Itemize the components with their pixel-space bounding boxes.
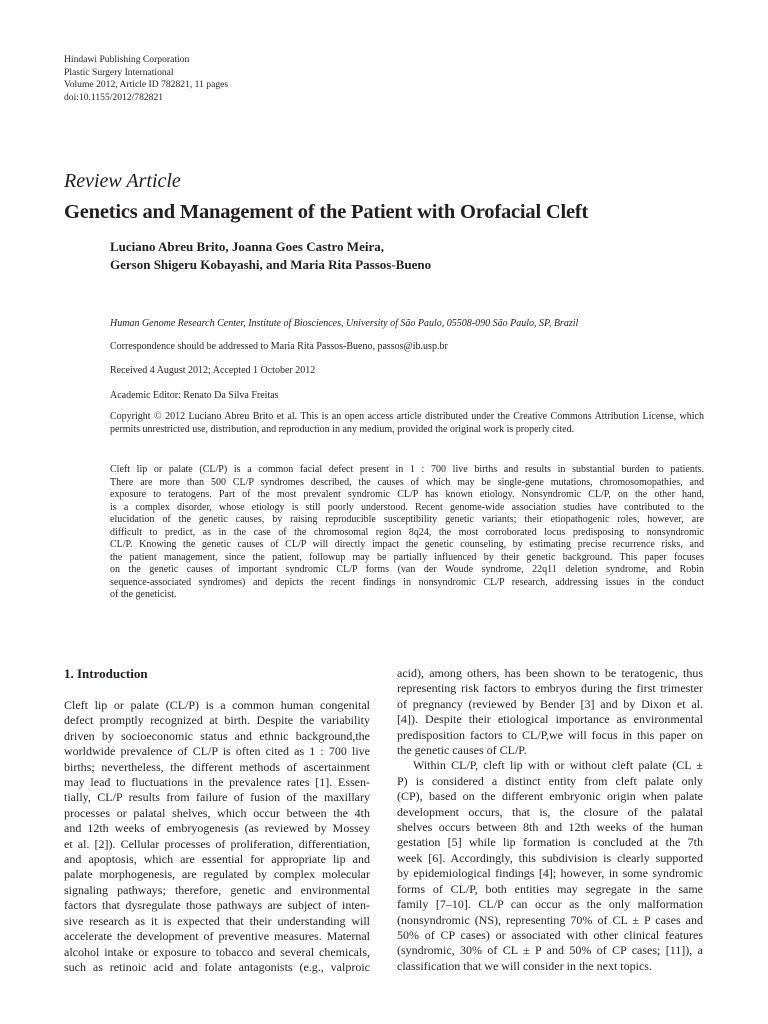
body-line: alcohol intake or exposure to tobacco and several chemicals, <box>64 944 370 959</box>
copyright-notice: Copyright © 2012 Luciano Abreu Brito et al. This is an open access article distributed under the Creative Commons Attribution License, which permits unrestricted use, distribution, and reproduction in any medium, provided the original work is properly cited. <box>110 411 704 435</box>
body-line: of pregnancy (reviewed by Bender [3] and by Dixon et al. <box>397 696 703 711</box>
body-line: and 12th weeks of embryogenesis (as reviewed by Mossey <box>64 821 370 836</box>
publication-header <box>64 54 228 104</box>
body-line: family [7–10]. CL/P can occur as the only malformation <box>397 897 703 912</box>
abstract-line: exposure to teratogens. Part of the most prevalent syndromic CL/P has known etiology. Nonsyndromic CL/P, on the other hand, <box>110 489 704 500</box>
body-line: shelves occurs between 8th and 12th weeks of the human <box>397 820 703 835</box>
body-line: representing risk factors to embryos during the first trimester <box>397 681 703 696</box>
body-line: Cleft lip or palate (CL/P) is a common human congenital <box>64 698 370 712</box>
body-line: sive research as it is expected that their understanding will <box>64 913 370 928</box>
body-line: the genetic causes of CL/P. <box>397 743 527 758</box>
body-line: such as retinoic acid and folate antagonists (e.g., valproic <box>64 959 370 974</box>
journal-name: Plastic Surgery International <box>64 66 174 78</box>
body-line: driven by socioeconomic status and ethnic background,the <box>64 728 370 743</box>
body-line: (syndromic, 30% of CL ± P and 50% of CP cases; [11]), a <box>397 943 703 958</box>
abstract-line: Cleft lip or palate (CL/P) is a common facial defect present in 1 : 700 live births and results in substantial burden to patients. <box>110 464 704 475</box>
body-line: [4]). Despite their etiological importance as environmental <box>397 712 703 727</box>
body-line: P) is considered a distinct entity from cleft palate only <box>397 773 703 788</box>
volume-info: Volume 2012, Article ID 782821, 11 pages <box>64 79 229 91</box>
body-line: factors that dysregulate those pathways are subject of inten- <box>64 898 370 913</box>
abstract-line: elucidation of the genetic causes, by raising reproducible susceptibility genetic variants; their etiopathogenic roles, however, are <box>110 514 704 525</box>
body-line: tially, CL/P results from failure of fusion of the maxillary <box>64 790 370 805</box>
body-line: (nonsyndromic (NS), representing 70% of CL ± P cases and <box>397 912 703 927</box>
affiliation: Human Genome Research Center, Institute of Biosciences, University of São Paulo, 05508-090 São Paulo, SP, Brazil <box>110 318 579 329</box>
article-title: Genetics and Management of the Patient with Orofacial Cleft <box>64 201 589 223</box>
body-line: may lead to fluctuations in the prevalence rates [1]. Essen- <box>64 775 370 790</box>
doi: doi:10.1155/2012/782821 <box>64 91 164 103</box>
abstract-line: on the genetic causes of important syndromic CL/P forms (van der Woude syndrome, 22q11 deletion syndrome, and Robin <box>110 564 704 575</box>
academic-editor: Academic Editor: Renato Da Silva Freitas <box>110 390 279 401</box>
body-line: signaling pathways; therefore, genetic and environmental <box>64 882 370 897</box>
body-line: worldwide prevalence of CL/P is often cited as 1 : 700 live <box>64 744 370 759</box>
abstract-line: of the geneticist. <box>110 589 177 600</box>
body-line: accelerate the development of preventive measures. Maternal <box>64 929 370 944</box>
body-line: by epidemiological findings [4]; however, in some syndromic <box>397 866 703 881</box>
body-line: births; nevertheless, the different methods of ascertainment <box>64 759 370 774</box>
body-line: 50% of CP cases) or associated with other clinical features <box>397 927 703 942</box>
body-line: week [6]. Accordingly, this subdivision is clearly supported <box>397 850 703 865</box>
body-line: et al. [2]). Cellular processes of proliferation, differentiation, <box>64 836 370 851</box>
body-line: classification that we will consider in the next topics. <box>397 958 652 973</box>
body-column-left <box>64 666 370 975</box>
received-dates: Received 4 August 2012; Accepted 1 October 2012 <box>110 365 316 376</box>
abstract-line: the patient management, since the patient, followup may be partially influenced by their genetic background. This paper focuses <box>110 551 704 563</box>
body-column-right <box>397 666 703 974</box>
correspondence: Correspondence should be addressed to Maria Rita Passos-Bueno, passos@ib.usp.br <box>110 341 448 352</box>
body-line: processes or palatal shelves, which occur between the 4th <box>64 805 370 820</box>
abstract-line: CL/P. Knowing the genetic causes of CL/P will directly impact the genetic counseling, by estimating precise recurrence risks, and <box>110 539 704 550</box>
body-line: (CP), based on the different embryonic origin when palate <box>397 789 703 804</box>
article-type: Review Article <box>64 170 181 192</box>
body-line: Within CL/P, cleft lip with or without cleft palate (CL ± <box>413 758 703 773</box>
author-line: Luciano Abreu Brito, Joanna Goes Castro Meira, <box>110 239 384 254</box>
body-line: and apoptosis, which are essential for appropriate lip and <box>64 852 370 867</box>
body-line: acid), among others, has been shown to be teratogenic, thus <box>397 666 703 680</box>
abstract <box>110 464 704 602</box>
body-line: forms of CL/P, both entities may segregate in the same <box>397 881 703 896</box>
body-line: palate morphogenesis, are regulated by complex molecular <box>64 867 370 882</box>
abstract-line: sequence-associated syndromes) and depicts the recent findings in nonsyndromic CL/P research, addressing issues in the conduct <box>110 576 704 588</box>
publisher-name: Hindawi Publishing Corporation <box>64 54 190 65</box>
section-heading: 1. Introduction <box>64 666 148 681</box>
abstract-line: difficult to predict, as in the case of the chromosomal region 8q24, the most corroborated locus predisposing to nonsyndromic <box>110 526 704 538</box>
body-line: development occurs, that is, the closure of the palatal <box>397 804 703 819</box>
author-line: Gerson Shigeru Kobayashi, and Maria Rita Passos-Bueno <box>110 257 432 272</box>
body-line: defect promptly recognized at birth. Despite the variability <box>64 713 370 728</box>
author-list <box>110 238 431 274</box>
abstract-line: There are more than 500 CL/P syndromes described, the causes of which may be single-gene mutations, chromosomopathies, and <box>110 476 704 488</box>
body-line: gestation [5] while lip formation is concluded at the 7th <box>397 835 703 850</box>
abstract-line: is a complex disorder, whose etiology is still poorly understood. Recent genome-wide association studies have contributed to the <box>110 501 704 513</box>
body-line: predisposition factors to CL/P,we will focus in this paper on <box>397 727 703 742</box>
